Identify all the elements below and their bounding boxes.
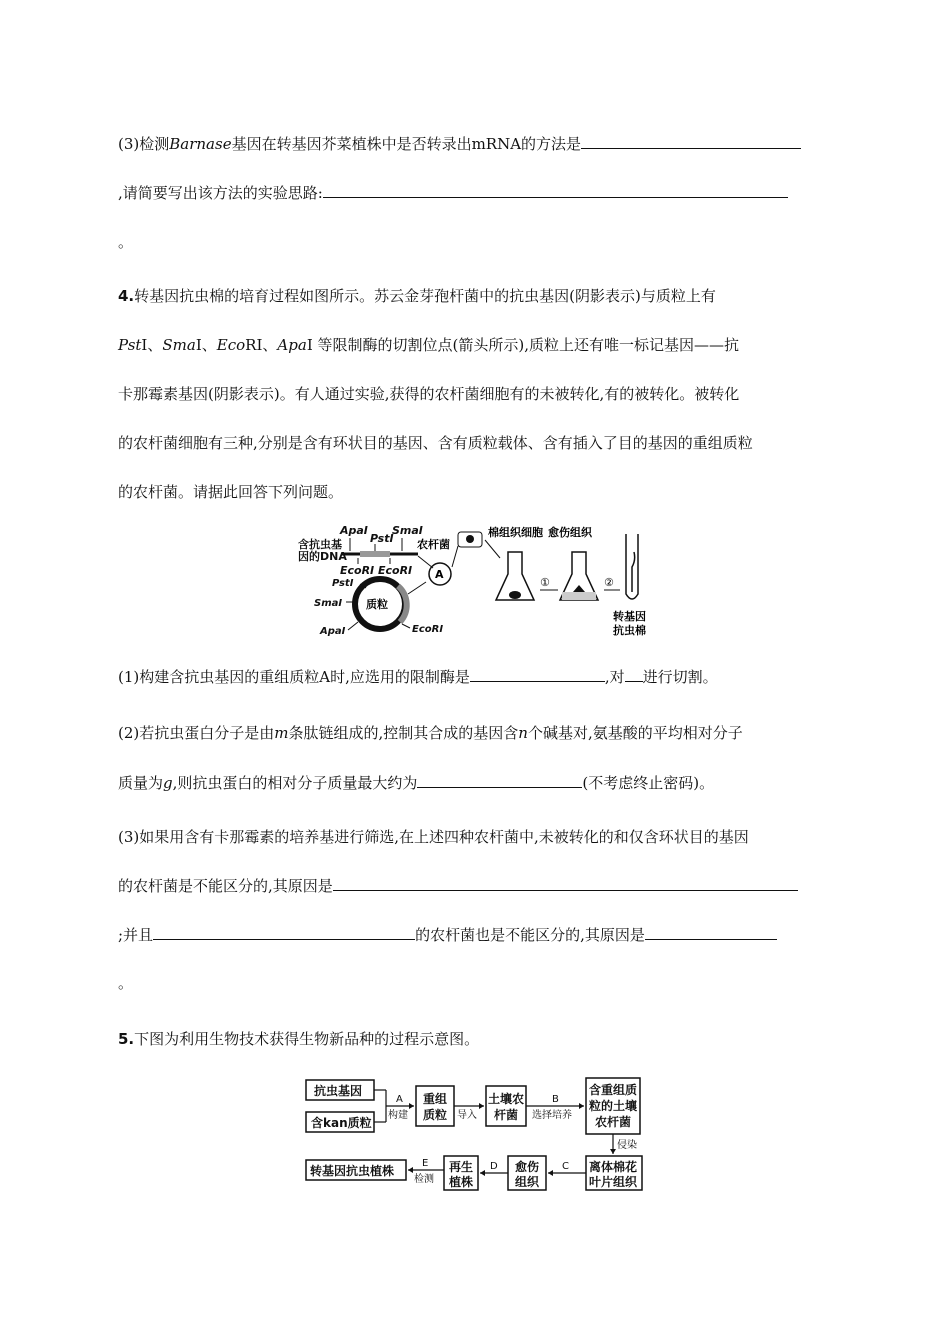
q4-line4: [118, 432, 753, 454]
arrowhead: [479, 1103, 484, 1109]
q3-part3-end: [118, 231, 133, 253]
arrowhead: [610, 1149, 616, 1154]
sep: 、: [201, 336, 217, 354]
callus-label: 组织: [515, 1175, 540, 1189]
q4-line1: [118, 285, 716, 307]
recomb-agro-label: 粒的土壤: [589, 1099, 638, 1113]
enzyme-label: EcoRⅠ: [378, 564, 413, 577]
q4-part3-line2: [118, 875, 798, 897]
q4-line5: [118, 481, 343, 503]
result-label: 转基因: [613, 610, 646, 623]
q4-text: 的农杆菌。请据此回答下列问题。: [118, 483, 344, 501]
gene-shade: [360, 551, 390, 557]
plantlet: [632, 552, 635, 592]
infect-label: 侵染: [617, 1140, 637, 1151]
enzyme-label: PstⅠ: [370, 532, 394, 545]
enzyme-pst: Pst: [118, 336, 142, 354]
detect-label: 检测: [414, 1174, 434, 1185]
enzyme-label: EcoRⅠ: [340, 564, 375, 577]
build-label: 构建: [388, 1110, 408, 1121]
q4-end: [118, 972, 133, 994]
agrobacterium-core: [466, 535, 474, 543]
q4-line2: [118, 334, 739, 356]
period: 。: [118, 233, 134, 251]
leaf-label: 叶片组织: [589, 1175, 638, 1189]
step-a: A: [396, 1094, 403, 1105]
callus-label: 愈伤: [515, 1160, 540, 1174]
medium: [562, 592, 596, 600]
cotton-cell-label: 棉组织细胞: [488, 526, 543, 539]
import-label: 导入: [457, 1110, 477, 1121]
answer-blank[interactable]: [323, 182, 788, 198]
q4-part2-line1: [118, 722, 743, 744]
enzyme-apa: Apa: [277, 336, 307, 354]
q4-line3: [118, 383, 739, 405]
flow-arrow: [452, 546, 458, 567]
answer-blank[interactable]: [153, 924, 415, 940]
question-number: 4.: [118, 287, 135, 305]
result-label: 抗虫棉: [613, 624, 646, 637]
flow-arrow: [418, 556, 433, 568]
answer-blank[interactable]: [417, 772, 582, 788]
flow-arrow: [485, 540, 500, 558]
roman: Ⅰ: [195, 336, 202, 354]
callus-label: 愈伤组织: [548, 526, 592, 539]
cut-arrow: [402, 624, 410, 628]
arrowhead: [548, 1170, 553, 1176]
step-b: B: [552, 1094, 559, 1105]
enzyme-label: PstⅠ: [332, 578, 354, 589]
flow-arrow: [408, 582, 426, 594]
enzyme-label: SmaⅠ: [392, 524, 423, 537]
q5-line1: [118, 1028, 479, 1050]
enzyme-label: ApaⅠ: [340, 524, 368, 537]
q4-part1: [118, 666, 718, 688]
regen-label: 植株: [449, 1175, 474, 1189]
answer-blank[interactable]: [333, 875, 798, 891]
step-d: D: [490, 1161, 498, 1172]
recombinant-label: 重组: [423, 1092, 448, 1106]
regen-label: 再生: [449, 1160, 474, 1174]
plasmid-label: 质粒: [366, 598, 388, 611]
step-e: E: [422, 1158, 429, 1169]
callus-tissue: [573, 585, 585, 592]
cotton-tissue: [509, 591, 521, 599]
q4-text: 个碱基对,氨基酸的平均相对分子: [527, 724, 743, 742]
q4-text: 条肽链组成的,控制其合成的基因含: [288, 724, 519, 742]
q4-text: ;并且: [118, 926, 154, 944]
q4-text: (3)如果用含有卡那霉素的培养基进行筛选,在上述四种农杆菌中,未被转化的和仅含环状目的基因: [118, 828, 749, 846]
step-1: ①: [540, 576, 550, 589]
arrowhead: [480, 1170, 485, 1176]
q4-text: 等限制酶的切割位点(箭头所示),质粒上还有唯一标记基因——抗: [312, 336, 739, 354]
transgenic-cotton-figure: [290, 522, 665, 647]
arrowhead: [408, 1167, 413, 1173]
answer-blank[interactable]: [645, 924, 777, 940]
gene-label: 抗虫基因: [314, 1084, 363, 1098]
answer-blank[interactable]: [470, 666, 605, 682]
q4-text: (1)构建含抗虫基因的重组质粒A时,应选用的限制酶是: [118, 668, 470, 686]
agrobacterium-label: 农杆菌: [417, 538, 450, 551]
agro-label: 土壤农: [488, 1092, 525, 1106]
agro-label: 杆菌: [494, 1108, 519, 1122]
step-2: ②: [604, 576, 614, 589]
var-m: m: [274, 724, 289, 742]
q4-text: 进行切割。: [642, 668, 718, 686]
q4-part3-line3: [118, 924, 777, 946]
dna-label: 因的DNA: [298, 550, 347, 563]
q4-text: 卡那霉素基因(阴影表示)。有人通过实验,获得的农杆菌细胞有的未被转化,有的被转化。被转化: [118, 385, 740, 403]
plasmid-a-label: A: [435, 568, 444, 581]
dna-label: 含抗虫基: [298, 538, 342, 551]
arrowhead: [579, 1103, 584, 1109]
period: 。: [118, 974, 134, 992]
roman: Ⅰ: [141, 336, 148, 354]
q4-text: 的农杆菌也是不能区分的,其原因是: [415, 926, 645, 944]
var-g: g: [163, 774, 173, 792]
q4-text: 的农杆菌细胞有三种,分别是含有环状目的基因、含有质粒载体、含有插入了目的基因的重组质粒: [118, 434, 753, 452]
q4-text: ,对: [604, 668, 625, 686]
var-n: n: [518, 724, 528, 742]
arrowhead: [409, 1103, 414, 1109]
q3-part3-line2: [118, 182, 788, 204]
enzyme-eco: Eco: [216, 336, 246, 354]
roman: Ⅰ: [256, 336, 263, 354]
q4-text: (不考虑终止密码)。: [582, 774, 715, 792]
q3-text: ,请简要写出该方法的实验思路:: [118, 184, 323, 202]
q4-text: 的农杆菌是不能区分的,其原因是: [118, 877, 333, 895]
q3-part3-line1: [118, 133, 801, 155]
q4-text: 质量为: [118, 774, 164, 792]
recomb-agro-label: 含重组质: [589, 1083, 638, 1097]
q3-text: 基因在转基因芥菜植株中是否转录出mRNA的方法是: [231, 135, 582, 153]
leaf-label: 离体棉花: [589, 1160, 638, 1174]
answer-blank[interactable]: [625, 666, 643, 682]
enzyme-sma: Sma: [162, 336, 196, 354]
gene-name: Barnase: [169, 135, 232, 153]
eco-r: R: [245, 336, 257, 354]
q4-text: (2)若抗虫蛋白分子是由: [118, 724, 275, 742]
final-label: 转基因抗虫植株: [310, 1164, 395, 1178]
enzyme-label: ApaⅠ: [320, 626, 346, 637]
step-c: C: [562, 1161, 569, 1172]
question-number: 5.: [118, 1030, 135, 1048]
sep: 、: [147, 336, 163, 354]
sep: 、: [262, 336, 278, 354]
plasmid-label: 含kan质粒: [311, 1116, 372, 1130]
q5-text: 下图为利用生物技术获得生物新品种的过程示意图。: [134, 1030, 480, 1048]
recomb-agro-label: 农杆菌: [595, 1115, 632, 1129]
cut-arrow: [348, 622, 358, 630]
select-label: 选择培养: [532, 1110, 572, 1121]
enzyme-label: SmaⅠ: [314, 598, 343, 609]
q4-text: 转基因抗虫棉的培育过程如图所示。苏云金芽孢杆菌中的抗虫基因(阴影表示)与质粒上有: [134, 287, 716, 305]
recombinant-label: 质粒: [423, 1108, 448, 1122]
q4-part2-line2: [118, 772, 714, 794]
enzyme-label: EcoRⅠ: [412, 624, 444, 635]
answer-blank[interactable]: [581, 133, 801, 149]
roman: Ⅰ: [306, 336, 313, 354]
q3-text: (3)检测: [118, 135, 170, 153]
q4-text: ,则抗虫蛋白的相对分子质量最大约为: [172, 774, 418, 792]
bio-process-flowchart: [300, 1074, 650, 1194]
q4-part3-line1: [118, 826, 749, 848]
